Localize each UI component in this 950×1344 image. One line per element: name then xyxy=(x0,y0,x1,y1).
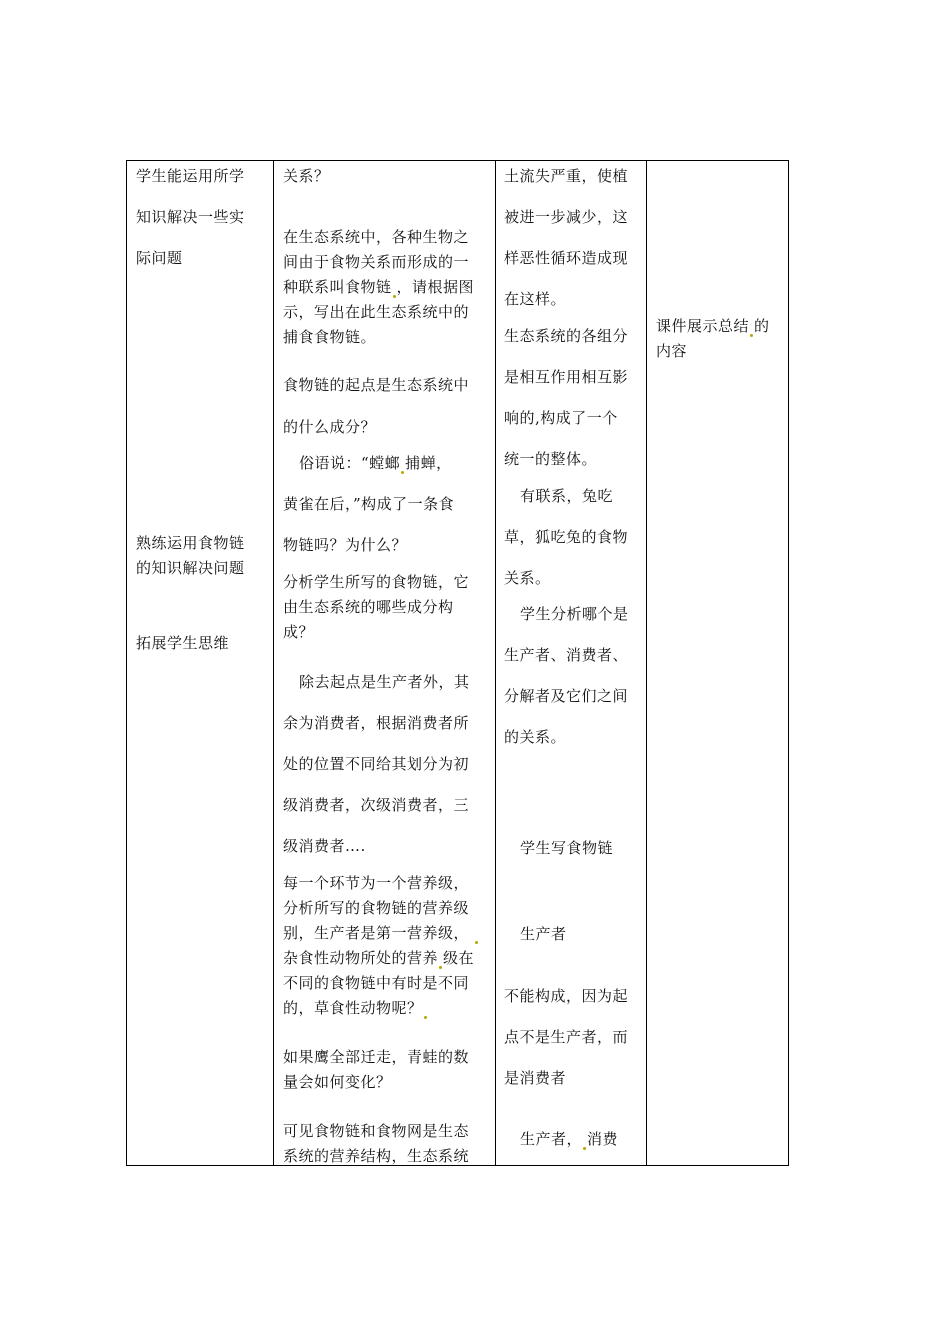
text-line: 是相互作用相互影 xyxy=(504,368,629,386)
mark-dot xyxy=(750,334,753,337)
text-line: 间由于食物关系而形成的一 xyxy=(283,253,470,271)
text-line: 际问题 xyxy=(136,249,183,267)
text-line: 生产者、消费者、 xyxy=(504,646,629,664)
text-line: 熟练运用食物链 xyxy=(136,534,245,552)
text-line: 的关系。 xyxy=(504,728,567,746)
text-line: 课件展示总结 的 xyxy=(656,317,770,335)
text-line: 学生写食物链 xyxy=(520,839,614,857)
text-line: 不能构成，因为起 xyxy=(504,987,629,1005)
text-line: 生产者 xyxy=(520,925,567,943)
text-line: 成？ xyxy=(283,623,315,641)
text-line: 级消费者…. xyxy=(283,837,366,855)
text-line: 有联系，兔吃 xyxy=(520,487,614,505)
text-line: 杂食性动物所处的营养 级在 xyxy=(283,949,475,967)
text-line: 处的位置不同给其划分为初 xyxy=(283,755,470,773)
text-line: 在这样。 xyxy=(504,290,567,308)
text-line: 分解者及它们之间 xyxy=(504,687,629,705)
text-line: 每一个环节为一个营养级， xyxy=(283,874,470,892)
text-line: 如果鹰全部迁走，青蛙的数 xyxy=(283,1048,470,1066)
text-line: 分析所写的食物链的营养级 xyxy=(283,899,470,917)
column-student-activity xyxy=(496,161,646,1165)
mark-dot xyxy=(475,941,478,944)
text-line: 别，生产者是第一营养级， xyxy=(283,922,479,944)
text-line: 草，狐吃兔的食物 xyxy=(504,528,629,546)
column-media xyxy=(647,161,789,1165)
text-line: 系统的营养结构，生态系统 xyxy=(283,1147,470,1165)
text-line: 级消费者，次级消费者，三 xyxy=(283,796,470,814)
text-line: 由生态系统的哪些成分构 xyxy=(283,598,454,616)
text-line: 的知识解决问题 xyxy=(136,559,245,577)
mark-dot xyxy=(393,295,396,298)
text-line: 量会如何变化？ xyxy=(283,1073,392,1091)
mark-dot xyxy=(424,1016,427,1019)
mark-dot xyxy=(439,966,442,969)
text-line: 学生能运用所学 xyxy=(136,167,245,185)
mark-dot xyxy=(401,471,404,474)
text-line: 知识解决一些实 xyxy=(136,208,245,226)
text-line: 生产者， 消费 xyxy=(520,1130,619,1148)
text-line: 关系。 xyxy=(504,569,551,587)
text-line: 内容 xyxy=(656,342,688,360)
column-teacher-activity xyxy=(274,161,495,1165)
text-line: 食物链的起点是生态系统中 xyxy=(283,376,470,394)
text-line: 不同的食物链中有时是不同 xyxy=(283,974,470,992)
text-line: 俗语说：“螳螂 捕蝉， xyxy=(299,454,452,472)
text-line: 的什么成分？ xyxy=(283,418,377,436)
text-line: 响的,构成了一个 xyxy=(504,409,618,427)
text-line: 物链吗？为什么？ xyxy=(283,536,408,554)
text-line: 示，写出在此生态系统中的 xyxy=(283,303,470,321)
text-line: 分析学生所写的食物链，它 xyxy=(283,573,470,591)
text-line: 统一的整体。 xyxy=(504,450,598,468)
text-line: 拓展学生思维 xyxy=(136,634,230,652)
text-line: 捕食食物链。 xyxy=(283,328,377,346)
text-line: 除去起点是生产者外，其 xyxy=(299,673,470,691)
text-line: 余为消费者，根据消费者所 xyxy=(283,714,470,732)
text-line: 生态系统的各组分 xyxy=(504,327,629,345)
text-line: 学生分析哪个是 xyxy=(520,605,629,623)
text-line: 黄雀在后，”构成了一条食 xyxy=(283,495,455,513)
text-line: 是消费者 xyxy=(504,1069,567,1087)
text-line: 可见食物链和食物网是生态 xyxy=(283,1122,470,1140)
text-line: 的，草食性动物呢？ xyxy=(283,997,428,1019)
text-line: 土流失严重，使植 xyxy=(504,167,629,185)
text-line: 种联系叫食物链 ，请根据图 xyxy=(283,278,475,296)
text-line: 在生态系统中，各种生物之 xyxy=(283,228,470,246)
text-line: 样恶性循环造成现 xyxy=(504,249,629,267)
text-line: 关系？ xyxy=(283,167,330,185)
mark-dot xyxy=(583,1147,586,1150)
column-design-intent xyxy=(127,161,273,1165)
lesson-table xyxy=(126,160,789,1166)
text-line: 被进一步减少，这 xyxy=(504,208,629,226)
text-line: 点不是生产者，而 xyxy=(504,1028,629,1046)
